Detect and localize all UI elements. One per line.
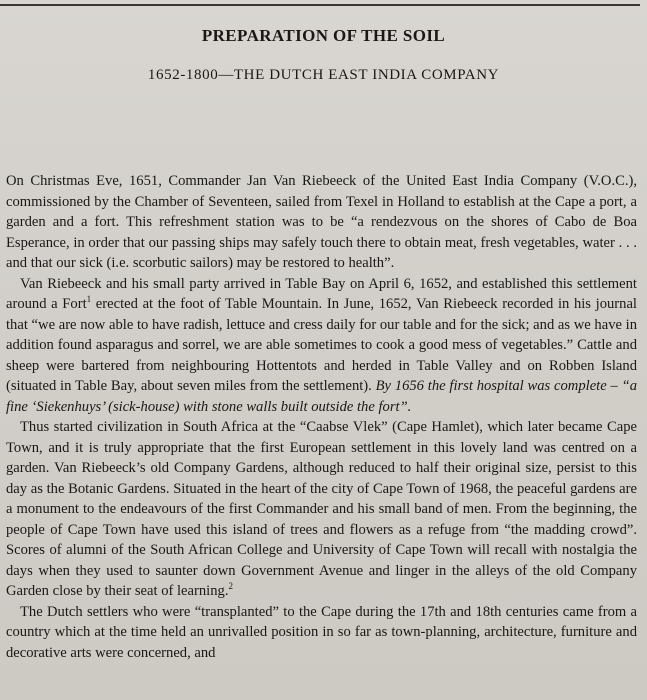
chapter-subtitle: 1652-1800—THE DUTCH EAST INDIA COMPANY xyxy=(147,67,500,83)
paragraph-3-text: Thus started civilization in South Africa at the “Caabse Vlek” (Cape Hamlet), which later became Cape Town, and it is truly appropriate that the first European settlement in this lovely land was centred on a garden. Van Riebeeck’s old Company Gardens, although reduced to half their original size, persist to this day as the Botanic Gardens. Situated in the heart of the city of Cape Town of 1968, the peaceful gardens are a monument to the endeavours of the first Commander and his small band of men. From the beginning, the people of Cape Town have used this island of trees and flowers as a refuge from “the madding crowd”. Scores of alumni of the South African College and University of Cape Town will recall with nostalgia the days when they used to saunter down Government Avenue and linger in the alleys of the old Company Garden close by their seat of learning. xyxy=(6,419,637,599)
top-rule xyxy=(0,4,640,6)
paragraph-4 xyxy=(6,602,637,664)
paragraph-1 xyxy=(6,171,637,274)
paragraph-2-text-b: erected at the foot of Table Mountain. In June, 1652, Van Riebeeck recorded in his journal that “we are now able to have radish, lettuce and cress daily for our table and for the sick; and as we have in addition found asparagus and sorrel, we are able sometimes to cook a good mess of vegetables.” Cattle and sheep were bartered from neighbouring Hottentots and herded in Table Valley and on Robben Island (situated in Table Bay, about seven miles from the settlement). xyxy=(6,296,637,394)
paragraph-2 xyxy=(6,274,637,418)
body-text xyxy=(6,171,637,663)
footnote-ref-1: 1 xyxy=(86,294,92,305)
paragraph-2-text-a: Van Riebeeck and his small party arrived in Table Bay on April 6, 1652, and established this settlement around a Fort xyxy=(6,275,637,312)
paragraph-1-text: On Christmas Eve, 1651, Commander Jan Van Riebeeck of the United East India Company (V.O.C.), commissioned by the Chamber of Seventeen, sailed from Texel in Holland to establish at the Cape a port, a garden and a fort. This refreshment station was to be “a rendezvous on the shores of Cabo de Boa Esperance, in order that our passing ships may safely touch there to obtain meat, fresh vegetables, water . . . and that our sick (i.e. scorbutic sailors) may be restored to health”. xyxy=(6,173,637,271)
paragraph-2-italic: By 1656 the first hospital was complete – “a fine ‘Siekenhuys’ (sick-house) with stone walls built outside the fort”. xyxy=(6,378,637,415)
paragraph-3 xyxy=(6,417,637,602)
chapter-title: PREPARATION OF THE SOIL xyxy=(201,26,446,45)
footnote-ref-2: 2 xyxy=(228,581,233,592)
paragraph-4-text: The Dutch settlers who were “transplanted” to the Cape during the 17th and 18th centuries came from a country which at the time held an unrivalled position in so far as town-planning, architecture, furniture and decorative arts were concerned, and xyxy=(6,603,637,661)
